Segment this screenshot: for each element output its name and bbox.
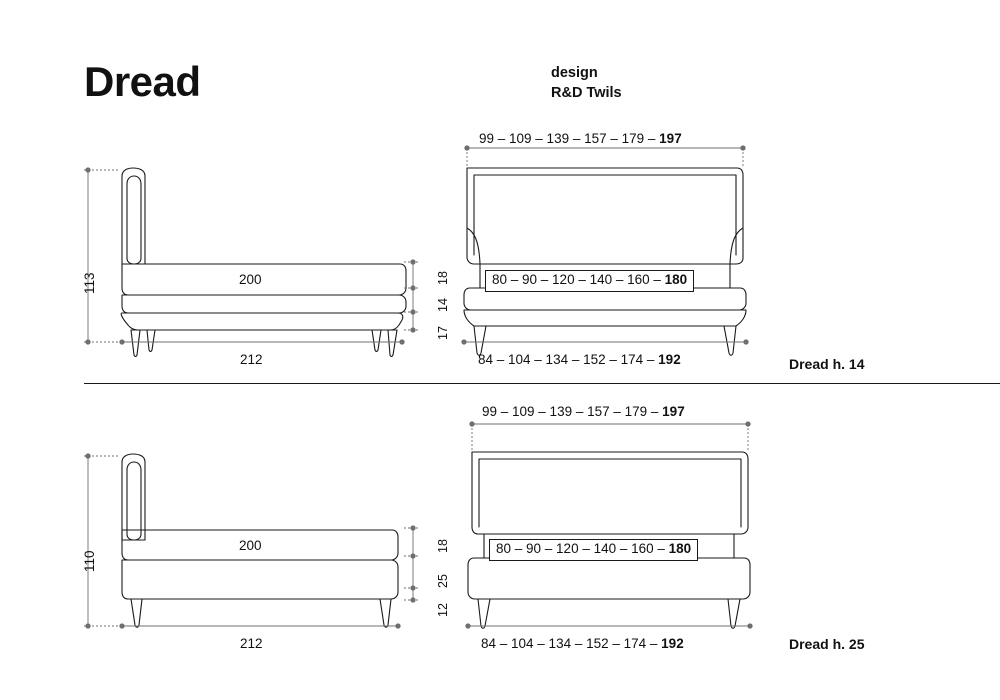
dim-stack-14-h14: 14 [436, 298, 450, 312]
dim-stack-18-h14: 18 [436, 271, 450, 285]
dim-mattress-length-h25: 200 [239, 538, 262, 553]
dim-mattress-length-h14: 200 [239, 272, 262, 287]
variant-label-h14: Dread h. 14 [789, 356, 865, 372]
page-title: Dread [84, 58, 201, 105]
dim-mattress-width-h14: 80 – 90 – 120 – 140 – 160 – 180 [485, 270, 694, 292]
dim-stack-25-h25: 25 [436, 574, 450, 588]
dim-stack-12-h25: 12 [436, 603, 450, 617]
designer-name: R&D Twils [551, 84, 622, 101]
dim-height-h25: 110 [82, 550, 97, 572]
dim-top-width-h25: 99 – 109 – 139 – 157 – 179 – 197 [482, 404, 685, 419]
dim-bottom-width-h14: 84 – 104 – 134 – 152 – 174 – 192 [478, 352, 681, 367]
dim-stack-17-h14: 17 [436, 326, 450, 340]
side-view-h14 [121, 168, 406, 357]
variant-label-h25: Dread h. 25 [789, 636, 865, 652]
dim-bottom-width-h25: 84 – 104 – 134 – 152 – 174 – 192 [481, 636, 684, 651]
dim-top-width-h14: 99 – 109 – 139 – 157 – 179 – 197 [479, 131, 682, 146]
dim-height-h14: 113 [82, 272, 97, 294]
dim-stack-18-h25: 18 [436, 539, 450, 553]
dim-mattress-width-h25: 80 – 90 – 120 – 140 – 160 – 180 [489, 539, 698, 561]
dim-total-length-h25: 212 [240, 636, 263, 651]
design-label: design [551, 65, 598, 81]
front-view-h14 [464, 168, 746, 355]
dim-total-length-h14: 212 [240, 352, 263, 367]
